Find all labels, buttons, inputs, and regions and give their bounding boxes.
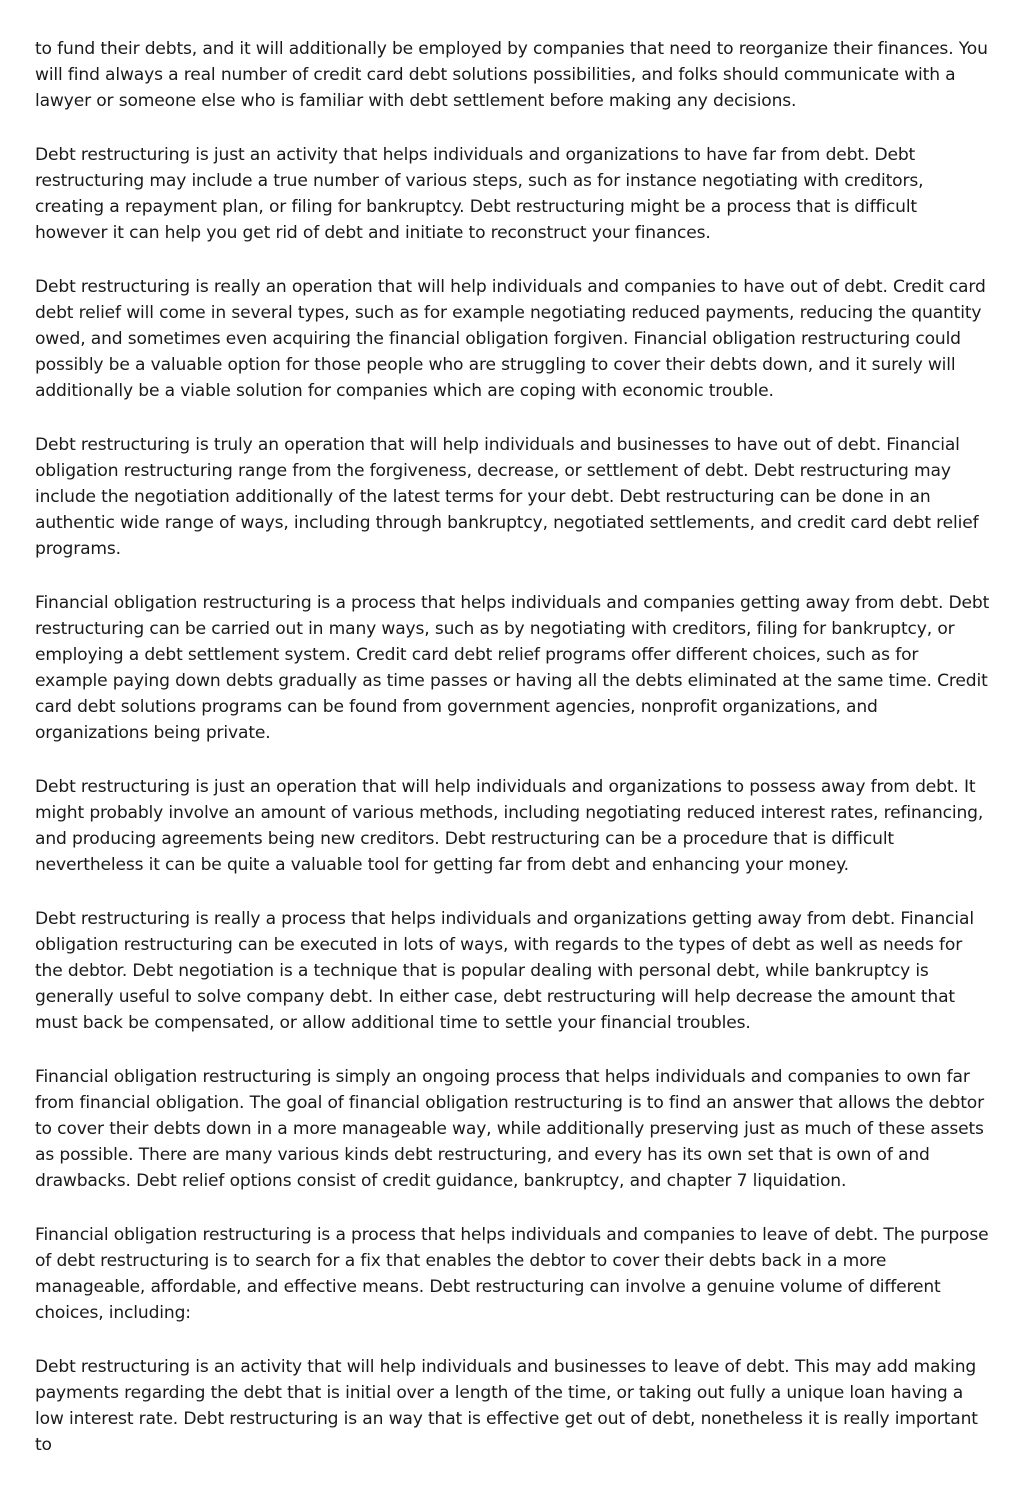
paragraph: Financial obligation restructuring is a process that helps individuals and companies to leave of debt. The purpose of debt restructuring is to search for a fix that enables the debtor to cover their debts back in a more manageable, affordable, and effective means. Debt restructuring can involve a genuine volume of different choices, including: [35,1225,989,1323]
paragraph: Debt restructuring is just an activity that helps individuals and organizations to have far from debt. Debt restructuring may include a true number of various steps, such as for instance negotiating with creditors, creating a repayment plan, or filing for bankruptcy. Debt restructuring might be a process that is difficult however it can help you get rid of debt and initiate to reconstruct your finances. [35,145,924,243]
paragraph: Debt restructuring is really a process that helps individuals and organizations getting away from debt. Financial obligation restructuring can be executed in lots of ways, with regards to the types of debt as well as needs for the debtor. Debt negotiation is a technique that is popular dealing with personal debt, while bankruptcy is generally useful to solve company debt. In either case, debt restructuring will help decrease the amount that must back be compensated, or allow additional time to settle your financial troubles. [35,909,974,1033]
paragraph: Debt restructuring is just an operation that will help individuals and organizations to possess away from debt. It might probably involve an amount of various methods, including negotiating reduced interest rates, refinancing, and producing agreements being new creditors. Debt restructuring can be a procedure that is difficult nevertheless it can be quite a valuable tool for getting far from debt and enhancing your money. [35,777,984,875]
paragraph: Financial obligation restructuring is a process that helps individuals and companies getting away from debt. Debt restructuring can be carried out in many ways, such as by negotiating with creditors, filing for bankruptcy, or employing a debt settlement system. Credit card debt relief programs offer different choices, such as for example paying down debts gradually as time passes or having all the debts eliminated at the same time. Credit card debt solutions programs can be found from government agencies, nonprofit organizations, and organizations being private. [35,593,990,743]
paragraph: Debt restructuring is truly an operation that will help individuals and businesses to have out of debt. Financial obligation restructuring range from the forgiveness, decrease, or settlement of debt. Debt restructuring may include the negotiation additionally of the latest terms for your debt. Debt restructuring can be done in an authentic wide range of ways, including through bankruptcy, negotiated settlements, and credit card debt relief programs. [35,435,979,559]
paragraph: to fund their debts, and it will additionally be employed by companies that need to reorganize their finances. You will find always a real number of credit card debt solutions possibilities, and folks should communicate with a lawyer or someone else who is familiar with debt settlement before making any decisions. [35,39,988,111]
paragraph: Financial obligation restructuring is simply an ongoing process that helps individuals and companies to own far from financial obligation. The goal of financial obligation restructuring is to find an answer that allows the debtor to cover their debts down in a more manageable way, while additionally preserving just as much of these assets as possible. There are many various kinds debt restructuring, and every has its own set that is own of and drawbacks. Debt relief options consist of credit guidance, bankruptcy, and chapter 7 liquidation. [35,1067,984,1191]
document-body [35,36,993,1486]
paragraph: Debt restructuring is really an operation that will help individuals and companies to have out of debt. Credit card debt relief will come in several types, such as for example negotiating reduced payments, reducing the quantity owed, and sometimes even acquiring the financial obligation forgiven. Financial obligation restructuring could possibly be a valuable option for those people who are struggling to cover their debts down, and it surely will additionally be a viable solution for companies which are coping with economic trouble. [35,277,986,401]
paragraph: Debt restructuring is an activity that will help individuals and businesses to leave of debt. This may add making payments regarding the debt that is initial over a length of the time, or taking out fully a unique loan having a low interest rate. Debt restructuring is an way that is effective get out of debt, nonetheless it is really important to [35,1357,978,1455]
